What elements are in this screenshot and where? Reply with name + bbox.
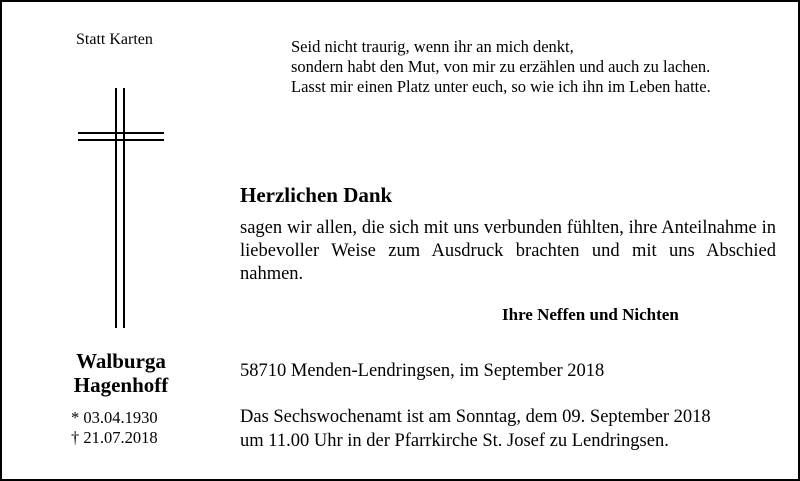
life-dates [71, 408, 158, 448]
signature: Ihre Neffen und Nichten [502, 305, 679, 324]
statt-karten-label: Statt Karten [76, 31, 153, 48]
service-line: um 11.00 Uhr in der Pfarrkirche St. Josef zu Lendringsen. [240, 431, 669, 451]
thanks-body: sagen wir allen, die sich mit uns verbunden fühlten, ihre Anteilnahme in liebevoller Weise zum Ausdruck brachten und mit uns Abschied nahmen. [240, 218, 776, 284]
poem-line: sondern habt den Mut, von mir zu erzählen und auch zu lachen. [291, 57, 711, 76]
service-line: Das Sechswochenamt ist am Sonntag, dem 09. September 2018 [240, 407, 711, 427]
birth-date: * 03.04.1930 [71, 408, 158, 427]
thanks-title: Herzlichen Dank [240, 183, 393, 207]
cross-icon [78, 88, 164, 328]
deceased-name [2, 349, 240, 397]
poem-line: Seid nicht traurig, wenn ihr an mich denkt, [291, 37, 574, 56]
deceased-first-name: Walburga [76, 349, 166, 373]
poem [291, 37, 711, 97]
place-date: 58710 Menden-Lendringsen, im September 2018 [240, 361, 605, 381]
death-date: † 21.07.2018 [71, 428, 158, 447]
poem-line: Lasst mir einen Platz unter euch, so wie ich ihn im Leben hatte. [291, 77, 711, 96]
deceased-last-name: Hagenhoff [73, 373, 169, 397]
service-notice [240, 405, 711, 453]
